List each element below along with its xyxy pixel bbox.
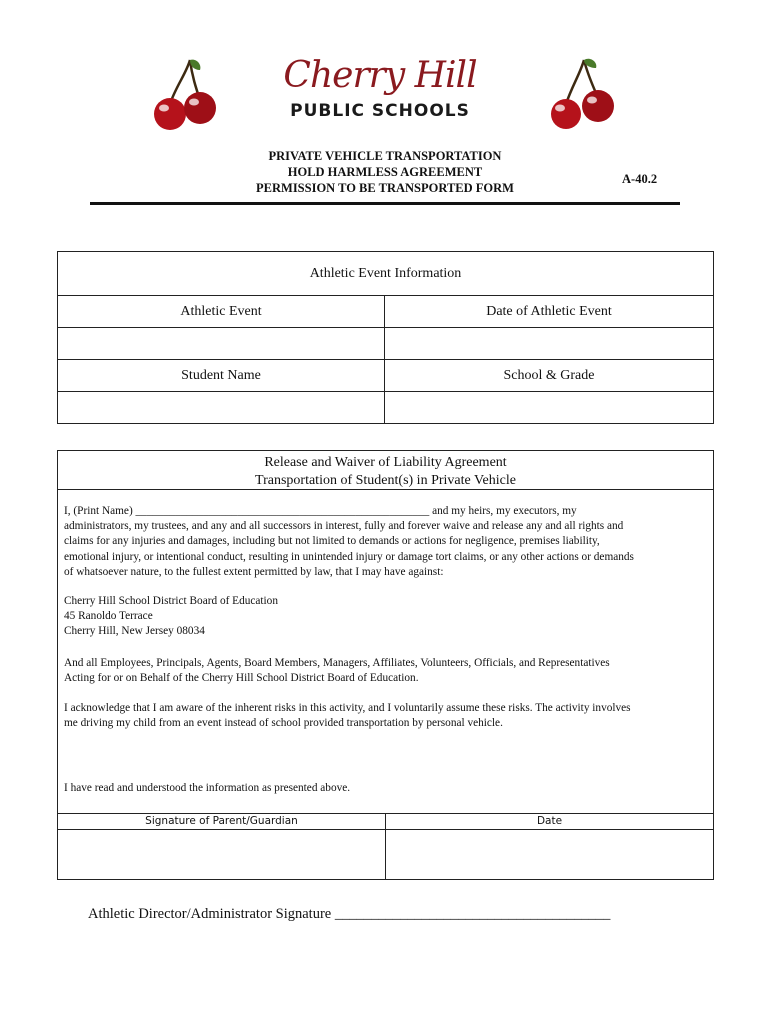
address-line: Cherry Hill School District Board of Education xyxy=(64,595,278,607)
table-heading-row xyxy=(58,252,713,296)
paragraph-line: I, (Print Name) ____________________________________________________ and my heirs, my executors, my xyxy=(64,505,577,517)
student-name-label: Student Name xyxy=(58,360,385,391)
table-row xyxy=(58,360,713,392)
read-statement: I have read and understood the information as presented above. xyxy=(64,782,351,794)
waiver-heading-line: Transportation of Student(s) in Private Vehicle xyxy=(255,473,516,488)
logo-script-text: Cherry Hill xyxy=(283,55,477,96)
signature-header-row xyxy=(58,813,713,830)
released-parties-paragraph xyxy=(64,656,706,686)
athletic-event-label: Athletic Event xyxy=(58,296,385,327)
cherry-icon xyxy=(548,56,618,132)
athletic-director-signature-line[interactable]: Athletic Director/Administrator Signature ______________________________________ xyxy=(88,906,611,922)
form-title-line: PERMISSION TO BE TRANSPORTED FORM xyxy=(256,181,514,195)
form-title-line: PRIVATE VEHICLE TRANSPORTATION xyxy=(268,149,502,163)
table-row xyxy=(58,296,713,328)
form-title xyxy=(200,148,570,196)
form-code: A-40.2 xyxy=(622,172,658,186)
date-of-event-label: Date of Athletic Event xyxy=(486,303,612,319)
paragraph-line: me driving my child from an event instead of school provided transportation by personal vehicle. xyxy=(64,717,503,730)
table-row xyxy=(58,328,713,360)
district-address xyxy=(64,594,706,640)
waiver-heading xyxy=(58,451,713,490)
cherry-icon xyxy=(150,56,220,132)
parent-signature-field[interactable] xyxy=(58,829,386,880)
waiver-release-paragraph xyxy=(64,504,706,580)
paragraph-line: Acting for or on Behalf of the Cherry Hill School District Board of Education. xyxy=(64,672,419,685)
paragraph-line: administrators, my trustees, and any and all successors in interest, fully and forever waive and release any and all rights and xyxy=(64,520,624,533)
risk-acknowledgement-paragraph xyxy=(64,701,706,731)
signature-date-field[interactable] xyxy=(386,829,713,880)
waiver-agreement-box xyxy=(57,450,714,880)
address-line: Cherry Hill, New Jersey 08034 xyxy=(64,625,205,638)
address-line: 45 Ranoldo Terrace xyxy=(64,610,153,623)
paragraph-line: I acknowledge that I am aware of the inherent risks in this activity, and I voluntarily assume these risks. The activity involves xyxy=(64,702,631,714)
table-row xyxy=(58,392,713,423)
form-title-line: HOLD HARMLESS AGREEMENT xyxy=(287,165,483,179)
school-grade-field[interactable] xyxy=(385,392,713,423)
title-divider xyxy=(90,202,680,205)
paragraph-line: emotional injury, or intentional conduct, resulting in unintended injury or damage tort claims, or any other actions or demands xyxy=(64,550,634,563)
signature-date-label: Date xyxy=(536,815,563,827)
school-grade-label: School & Grade xyxy=(503,367,595,383)
signature-row xyxy=(58,829,713,880)
student-name-field[interactable] xyxy=(58,392,385,423)
table-heading: Athletic Event Information xyxy=(309,265,462,281)
paragraph-line: of whatsoever nature, to the fullest extent permitted by law, that I may have against: xyxy=(64,565,444,578)
logo-subtitle: PUBLIC SCHOOLS xyxy=(290,101,470,121)
date-of-event-field[interactable] xyxy=(385,328,713,359)
athletic-event-table xyxy=(57,251,714,424)
waiver-heading-line: Release and Waiver of Liability Agreement xyxy=(264,455,507,470)
athletic-event-field[interactable] xyxy=(58,328,385,359)
paragraph-line: claims for any injuries and damages, including but not limited to demands or actions for negligence, premises liability, xyxy=(64,535,600,548)
paragraph-line: And all Employees, Principals, Agents, Board Members, Managers, Affiliates, Volunteers, Officials, and Representatives xyxy=(64,657,610,669)
district-logo xyxy=(280,54,480,122)
parent-signature-label: Signature of Parent/Guardian xyxy=(58,814,386,829)
